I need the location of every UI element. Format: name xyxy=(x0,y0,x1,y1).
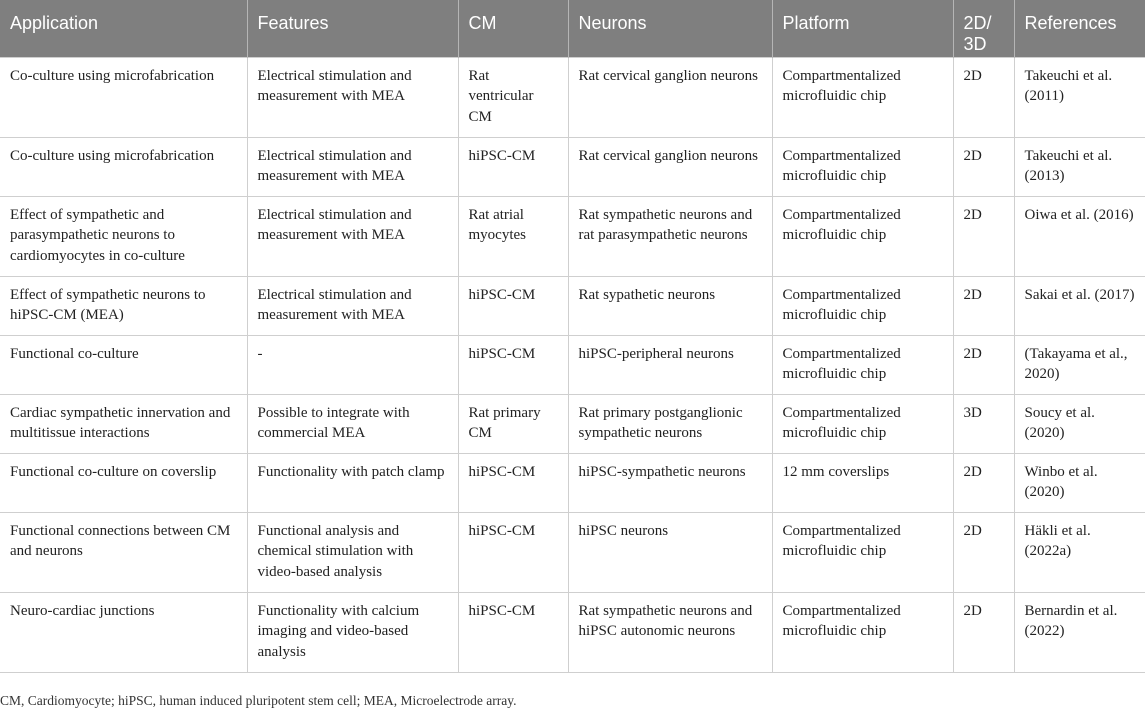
cell-application: Effect of sympathetic and parasympathetic neurons to cardiomyocytes in co-culture xyxy=(0,196,247,276)
cell-platform: Compartmentalized microfluidic chip xyxy=(772,592,953,672)
cell-platform: Compartmentalized microfluidic chip xyxy=(772,276,953,335)
cell-neurons: Rat primary postganglionic sympathetic neurons xyxy=(568,394,772,453)
cell-features: Functionality with patch clamp xyxy=(247,453,458,512)
table-row xyxy=(0,57,1145,137)
cell-neurons: Rat cervical ganglion neurons xyxy=(568,137,772,196)
header-references: References xyxy=(1014,0,1145,57)
header-row xyxy=(0,0,1145,57)
cell-platform: Compartmentalized microfluidic chip xyxy=(772,335,953,394)
table-row xyxy=(0,276,1145,335)
cell-features: Electrical stimulation and measurement with MEA xyxy=(247,57,458,137)
table-body xyxy=(0,57,1145,672)
table-row xyxy=(0,394,1145,453)
cell-cm: Rat atrial myocytes xyxy=(458,196,568,276)
table-row xyxy=(0,453,1145,512)
cell-cm: hiPSC-CM xyxy=(458,276,568,335)
cell-features: - xyxy=(247,335,458,394)
cell-platform: Compartmentalized microfluidic chip xyxy=(772,137,953,196)
header-features: Features xyxy=(247,0,458,57)
cell-references: Sakai et al. (2017) xyxy=(1014,276,1145,335)
cell-cm: Rat ventricular CM xyxy=(458,57,568,137)
cell-cm: hiPSC-CM xyxy=(458,592,568,672)
cell-references: Oiwa et al. (2016) xyxy=(1014,196,1145,276)
cell-references: Takeuchi et al. (2013) xyxy=(1014,137,1145,196)
header-cm: CM xyxy=(458,0,568,57)
cell-features: Functionality with calcium imaging and video-based analysis xyxy=(247,592,458,672)
cell-neurons: hiPSC neurons xyxy=(568,512,772,592)
cell-features: Possible to integrate with commercial MEA xyxy=(247,394,458,453)
cell-dimension: 3D xyxy=(953,394,1014,453)
cell-cm: hiPSC-CM xyxy=(458,512,568,592)
header-neurons: Neurons xyxy=(568,0,772,57)
cell-platform: Compartmentalized microfluidic chip xyxy=(772,394,953,453)
cell-platform: Compartmentalized microfluidic chip xyxy=(772,196,953,276)
cell-references: Häkli et al. (2022a) xyxy=(1014,512,1145,592)
cell-neurons: Rat sympathetic neurons and hiPSC autonomic neurons xyxy=(568,592,772,672)
cell-references: Winbo et al. (2020) xyxy=(1014,453,1145,512)
cell-neurons: hiPSC-peripheral neurons xyxy=(568,335,772,394)
cell-application: Cardiac sympathetic innervation and multitissue interactions xyxy=(0,394,247,453)
cell-references: Bernardin et al. (2022) xyxy=(1014,592,1145,672)
table-row xyxy=(0,335,1145,394)
cell-cm: Rat primary CM xyxy=(458,394,568,453)
cell-dimension: 2D xyxy=(953,137,1014,196)
cell-neurons: Rat sympathetic neurons and rat parasympathetic neurons xyxy=(568,196,772,276)
header-dimension: 2D/ 3D xyxy=(953,0,1014,57)
cell-features: Functional analysis and chemical stimulation with video-based analysis xyxy=(247,512,458,592)
table-row xyxy=(0,196,1145,276)
table-footnote: CM, Cardiomyocyte; hiPSC, human induced pluripotent stem cell; MEA, Microelectrode array. xyxy=(0,693,517,708)
cell-application: Functional co-culture on coverslip xyxy=(0,453,247,512)
table-row xyxy=(0,137,1145,196)
cell-dimension: 2D xyxy=(953,453,1014,512)
cell-references: (Takayama et al., 2020) xyxy=(1014,335,1145,394)
cell-platform: Compartmentalized microfluidic chip xyxy=(772,512,953,592)
cell-features: Electrical stimulation and measurement with MEA xyxy=(247,137,458,196)
cell-dimension: 2D xyxy=(953,196,1014,276)
cell-application: Co-culture using microfabrication xyxy=(0,57,247,137)
header-platform: Platform xyxy=(772,0,953,57)
cell-cm: hiPSC-CM xyxy=(458,137,568,196)
cell-application: Functional co-culture xyxy=(0,335,247,394)
table-row xyxy=(0,512,1145,592)
cell-application: Functional connections between CM and neurons xyxy=(0,512,247,592)
cell-neurons: hiPSC-sympathetic neurons xyxy=(568,453,772,512)
cell-application: Effect of sympathetic neurons to hiPSC-CM (MEA) xyxy=(0,276,247,335)
cell-cm: hiPSC-CM xyxy=(458,335,568,394)
header-application: Application xyxy=(0,0,247,57)
cell-application: Co-culture using microfabrication xyxy=(0,137,247,196)
table-row xyxy=(0,592,1145,672)
cell-dimension: 2D xyxy=(953,592,1014,672)
cell-features: Electrical stimulation and measurement with MEA xyxy=(247,196,458,276)
cell-dimension: 2D xyxy=(953,57,1014,137)
cell-features: Electrical stimulation and measurement with MEA xyxy=(247,276,458,335)
cell-dimension: 2D xyxy=(953,512,1014,592)
cell-dimension: 2D xyxy=(953,335,1014,394)
cell-platform: 12 mm coverslips xyxy=(772,453,953,512)
cell-references: Soucy et al. (2020) xyxy=(1014,394,1145,453)
cell-references: Takeuchi et al. (2011) xyxy=(1014,57,1145,137)
cell-neurons: Rat sypathetic neurons xyxy=(568,276,772,335)
table-header xyxy=(0,0,1145,57)
cell-neurons: Rat cervical ganglion neurons xyxy=(568,57,772,137)
cell-platform: Compartmentalized microfluidic chip xyxy=(772,57,953,137)
cell-dimension: 2D xyxy=(953,276,1014,335)
cell-cm: hiPSC-CM xyxy=(458,453,568,512)
cell-application: Neuro-cardiac junctions xyxy=(0,592,247,672)
